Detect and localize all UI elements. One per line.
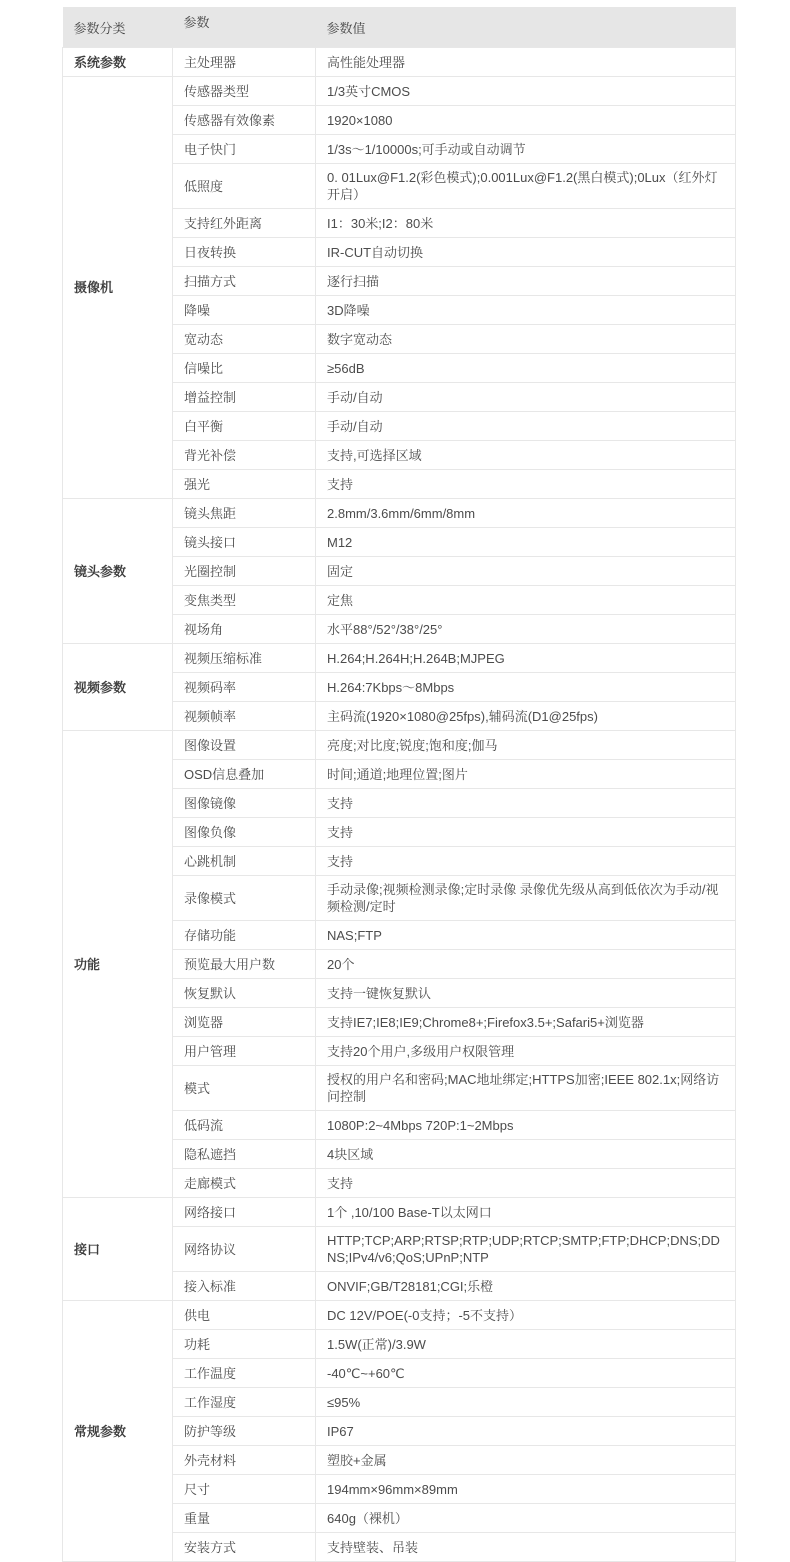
value-cell: 4块区域 — [316, 1140, 736, 1169]
param-cell: 变焦类型 — [173, 586, 316, 615]
value-cell: 水平88°/52°/38°/25° — [316, 615, 736, 644]
value-cell: 640g（裸机） — [316, 1504, 736, 1533]
value-cell: H.264;H.264H;H.264B;MJPEG — [316, 644, 736, 673]
value-cell: M12 — [316, 528, 736, 557]
value-cell: 手动/自动 — [316, 412, 736, 441]
value-cell: 塑胶+金属 — [316, 1446, 736, 1475]
value-cell: 逐行扫描 — [316, 267, 736, 296]
param-cell: 恢复默认 — [173, 979, 316, 1008]
value-cell: 支持20个用户,多级用户权限管理 — [316, 1037, 736, 1066]
value-cell: 1920×1080 — [316, 106, 736, 135]
category-cell: 系统参数 — [63, 48, 173, 77]
param-cell: 强光 — [173, 470, 316, 499]
table-row — [63, 48, 736, 77]
value-cell: I1：30米;I2：80米 — [316, 209, 736, 238]
value-cell: 高性能处理器 — [316, 48, 736, 77]
value-cell: 0. 01Lux@F1.2(彩色模式);0.001Lux@F1.2(黑白模式);0Lux（红外灯开启） — [316, 164, 736, 209]
value-cell: 支持 — [316, 1169, 736, 1198]
value-cell: 支持 — [316, 789, 736, 818]
param-cell: 低码流 — [173, 1111, 316, 1140]
value-cell: NAS;FTP — [316, 921, 736, 950]
table-row — [63, 77, 736, 106]
value-cell: 1.5W(正常)/3.9W — [316, 1330, 736, 1359]
param-cell: 背光补偿 — [173, 441, 316, 470]
value-cell: 固定 — [316, 557, 736, 586]
value-cell: IP67 — [316, 1417, 736, 1446]
value-cell: 支持 — [316, 847, 736, 876]
value-cell: 支持IE7;IE8;IE9;Chrome8+;Firefox3.5+;Safari5+浏览器 — [316, 1008, 736, 1037]
param-cell: 网络接口 — [173, 1198, 316, 1227]
param-cell: 光圈控制 — [173, 557, 316, 586]
value-cell: IR-CUT自动切换 — [316, 238, 736, 267]
value-cell: HTTP;TCP;ARP;RTSP;RTP;UDP;RTCP;SMTP;FTP;DHCP;DNS;DDNS;IPv4/v6;QoS;UPnP;NTP — [316, 1227, 736, 1272]
param-cell: 视频帧率 — [173, 702, 316, 731]
param-cell: 工作温度 — [173, 1359, 316, 1388]
param-cell: 网络协议 — [173, 1227, 316, 1272]
value-cell: 3D降噪 — [316, 296, 736, 325]
table-row — [63, 1198, 736, 1227]
param-cell: 功耗 — [173, 1330, 316, 1359]
param-cell: 心跳机制 — [173, 847, 316, 876]
value-cell: 194mm×96mm×89mm — [316, 1475, 736, 1504]
param-cell: 尺寸 — [173, 1475, 316, 1504]
value-cell: H.264:7Kbps～8Mbps — [316, 673, 736, 702]
param-cell: 防护等级 — [173, 1417, 316, 1446]
param-cell: 存储功能 — [173, 921, 316, 950]
param-cell: 日夜转换 — [173, 238, 316, 267]
value-cell: 时间;通道;地理位置;图片 — [316, 760, 736, 789]
value-cell: 手动/自动 — [316, 383, 736, 412]
param-cell: 图像设置 — [173, 731, 316, 760]
header-param: 参数 — [173, 7, 316, 48]
param-cell: 镜头接口 — [173, 528, 316, 557]
table-row — [63, 731, 736, 760]
spec-table-header — [63, 7, 736, 48]
param-cell: 图像负像 — [173, 818, 316, 847]
param-cell: 镜头焦距 — [173, 499, 316, 528]
value-cell: 1080P:2~4Mbps 720P:1~2Mbps — [316, 1111, 736, 1140]
value-cell: ≤95% — [316, 1388, 736, 1417]
param-cell: 传感器类型 — [173, 77, 316, 106]
param-cell: 视频码率 — [173, 673, 316, 702]
param-cell: 工作湿度 — [173, 1388, 316, 1417]
param-cell: 降噪 — [173, 296, 316, 325]
category-cell: 接口 — [63, 1198, 173, 1301]
param-cell: 信噪比 — [173, 354, 316, 383]
param-cell: 浏览器 — [173, 1008, 316, 1037]
param-cell: 主处理器 — [173, 48, 316, 77]
value-cell: 定焦 — [316, 586, 736, 615]
value-cell: 1/3s～1/10000s;可手动或自动调节 — [316, 135, 736, 164]
category-cell: 常规参数 — [63, 1301, 173, 1562]
value-cell: DC 12V/POE(-0支持；-5不支持） — [316, 1301, 736, 1330]
value-cell: 20个 — [316, 950, 736, 979]
category-cell: 摄像机 — [63, 77, 173, 499]
value-cell: 支持,可选择区域 — [316, 441, 736, 470]
param-cell: 接入标准 — [173, 1272, 316, 1301]
value-cell: 亮度;对比度;锐度;饱和度;伽马 — [316, 731, 736, 760]
value-cell: 2.8mm/3.6mm/6mm/8mm — [316, 499, 736, 528]
spec-table-body — [63, 48, 736, 1562]
value-cell: 支持 — [316, 470, 736, 499]
header-category: 参数分类 — [63, 7, 173, 48]
param-cell: 走廊模式 — [173, 1169, 316, 1198]
param-cell: 预览最大用户数 — [173, 950, 316, 979]
param-cell: 扫描方式 — [173, 267, 316, 296]
param-cell: 供电 — [173, 1301, 316, 1330]
param-cell: 隐私遮挡 — [173, 1140, 316, 1169]
category-cell: 视频参数 — [63, 644, 173, 731]
param-cell: OSD信息叠加 — [173, 760, 316, 789]
value-cell: 数字宽动态 — [316, 325, 736, 354]
category-cell: 功能 — [63, 731, 173, 1198]
category-cell: 镜头参数 — [63, 499, 173, 644]
table-row — [63, 644, 736, 673]
param-cell: 视频压缩标准 — [173, 644, 316, 673]
param-cell: 安装方式 — [173, 1533, 316, 1562]
param-cell: 外壳材料 — [173, 1446, 316, 1475]
param-cell: 支持红外距离 — [173, 209, 316, 238]
value-cell: 1个 ,10/100 Base-T以太网口 — [316, 1198, 736, 1227]
header-row — [63, 7, 736, 48]
value-cell: 授权的用户名和密码;MAC地址绑定;HTTPS加密;IEEE 802.1x;网络访问控制 — [316, 1066, 736, 1111]
spec-table-container — [62, 7, 735, 1562]
param-cell: 录像模式 — [173, 876, 316, 921]
param-cell: 用户管理 — [173, 1037, 316, 1066]
table-row — [63, 499, 736, 528]
param-cell: 增益控制 — [173, 383, 316, 412]
param-cell: 重量 — [173, 1504, 316, 1533]
value-cell: 支持一键恢复默认 — [316, 979, 736, 1008]
param-cell: 图像镜像 — [173, 789, 316, 818]
param-cell: 白平衡 — [173, 412, 316, 441]
param-cell: 视场角 — [173, 615, 316, 644]
value-cell: 支持 — [316, 818, 736, 847]
value-cell: -40℃~+60℃ — [316, 1359, 736, 1388]
value-cell: ONVIF;GB/T28181;CGI;乐橙 — [316, 1272, 736, 1301]
param-cell: 宽动态 — [173, 325, 316, 354]
param-cell: 低照度 — [173, 164, 316, 209]
value-cell: ≥56dB — [316, 354, 736, 383]
value-cell: 支持壁装、吊装 — [316, 1533, 736, 1562]
value-cell: 1/3英寸CMOS — [316, 77, 736, 106]
value-cell: 主码流(1920×1080@25fps),辅码流(D1@25fps) — [316, 702, 736, 731]
param-cell: 传感器有效像素 — [173, 106, 316, 135]
spec-table — [62, 7, 736, 1562]
table-row — [63, 1301, 736, 1330]
spec-page — [0, 7, 790, 1555]
header-value: 参数值 — [316, 7, 736, 48]
value-cell: 手动录像;视频检测录像;定时录像 录像优先级从高到低依次为手动/视频检测/定时 — [316, 876, 736, 921]
param-cell: 电子快门 — [173, 135, 316, 164]
param-cell: 模式 — [173, 1066, 316, 1111]
